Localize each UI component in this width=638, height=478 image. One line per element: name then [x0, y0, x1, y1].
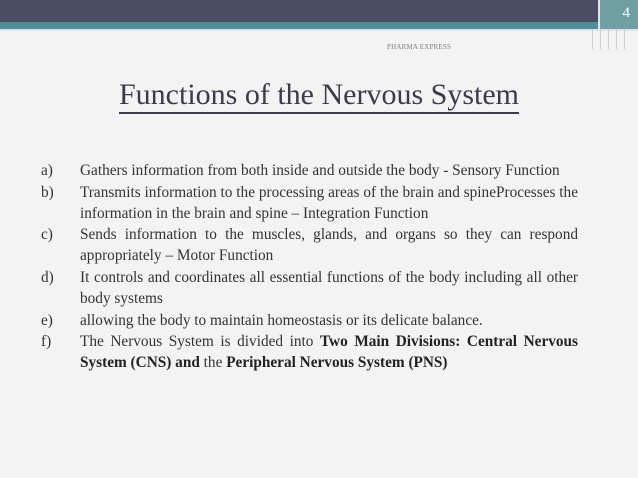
- list-item: [40, 161, 578, 182]
- list-text: It controls and coordinates all essential functions of the body including all other body systems: [80, 268, 578, 307]
- list-text: Gathers information from both inside and outside the body - Sensory Function: [80, 162, 560, 179]
- teal-stripe: [0, 22, 638, 29]
- list-text-segment: the: [199, 354, 227, 372]
- list-text: allowing the body to maintain homeostasis or its delicate balance.: [80, 311, 483, 329]
- guide-line: [592, 29, 593, 49]
- list-marker: e): [41, 311, 53, 329]
- slide-title: Functions of the Nervous System: [119, 78, 519, 114]
- list-text-bold: Peripheral Nervous System (PNS): [226, 354, 448, 372]
- guide-line: [624, 29, 625, 49]
- watermark-text: PHARMA EXPRESS: [387, 43, 452, 51]
- header-guide-lines: [590, 29, 638, 49]
- list-item: [40, 268, 578, 310]
- list-marker: b): [41, 183, 54, 201]
- slide-number: 4: [622, 5, 630, 21]
- list-item: [40, 225, 578, 267]
- list-text: [80, 332, 578, 374]
- list-marker: d): [41, 268, 54, 286]
- list-marker: a): [41, 162, 53, 179]
- function-list: [40, 161, 578, 374]
- guide-line: [616, 29, 617, 49]
- tab-divider-line: [598, 0, 600, 30]
- list-text-segment: The Nervous System is divided into: [80, 333, 320, 351]
- guide-line: [600, 29, 601, 49]
- list-marker: f): [41, 333, 52, 351]
- guide-line: [608, 29, 609, 49]
- top-banner: [0, 0, 638, 22]
- list-text: Sends information to the muscles, glands, and organs so they can respond appropriately – Motor Function: [80, 226, 578, 265]
- header-underline: [0, 29, 638, 31]
- list-text: Transmits information to the processing areas of the brain and spineProcesses the information in the brain and spine – Integration Function: [80, 183, 578, 222]
- slide-title-wrapper: [0, 78, 638, 114]
- list-marker: c): [41, 226, 53, 244]
- list-item: [40, 332, 578, 374]
- list-item: [40, 311, 578, 332]
- list-text-bold: Two Main Divisions: Central Nervous System (CNS) and: [80, 333, 578, 372]
- list-item: [40, 183, 578, 225]
